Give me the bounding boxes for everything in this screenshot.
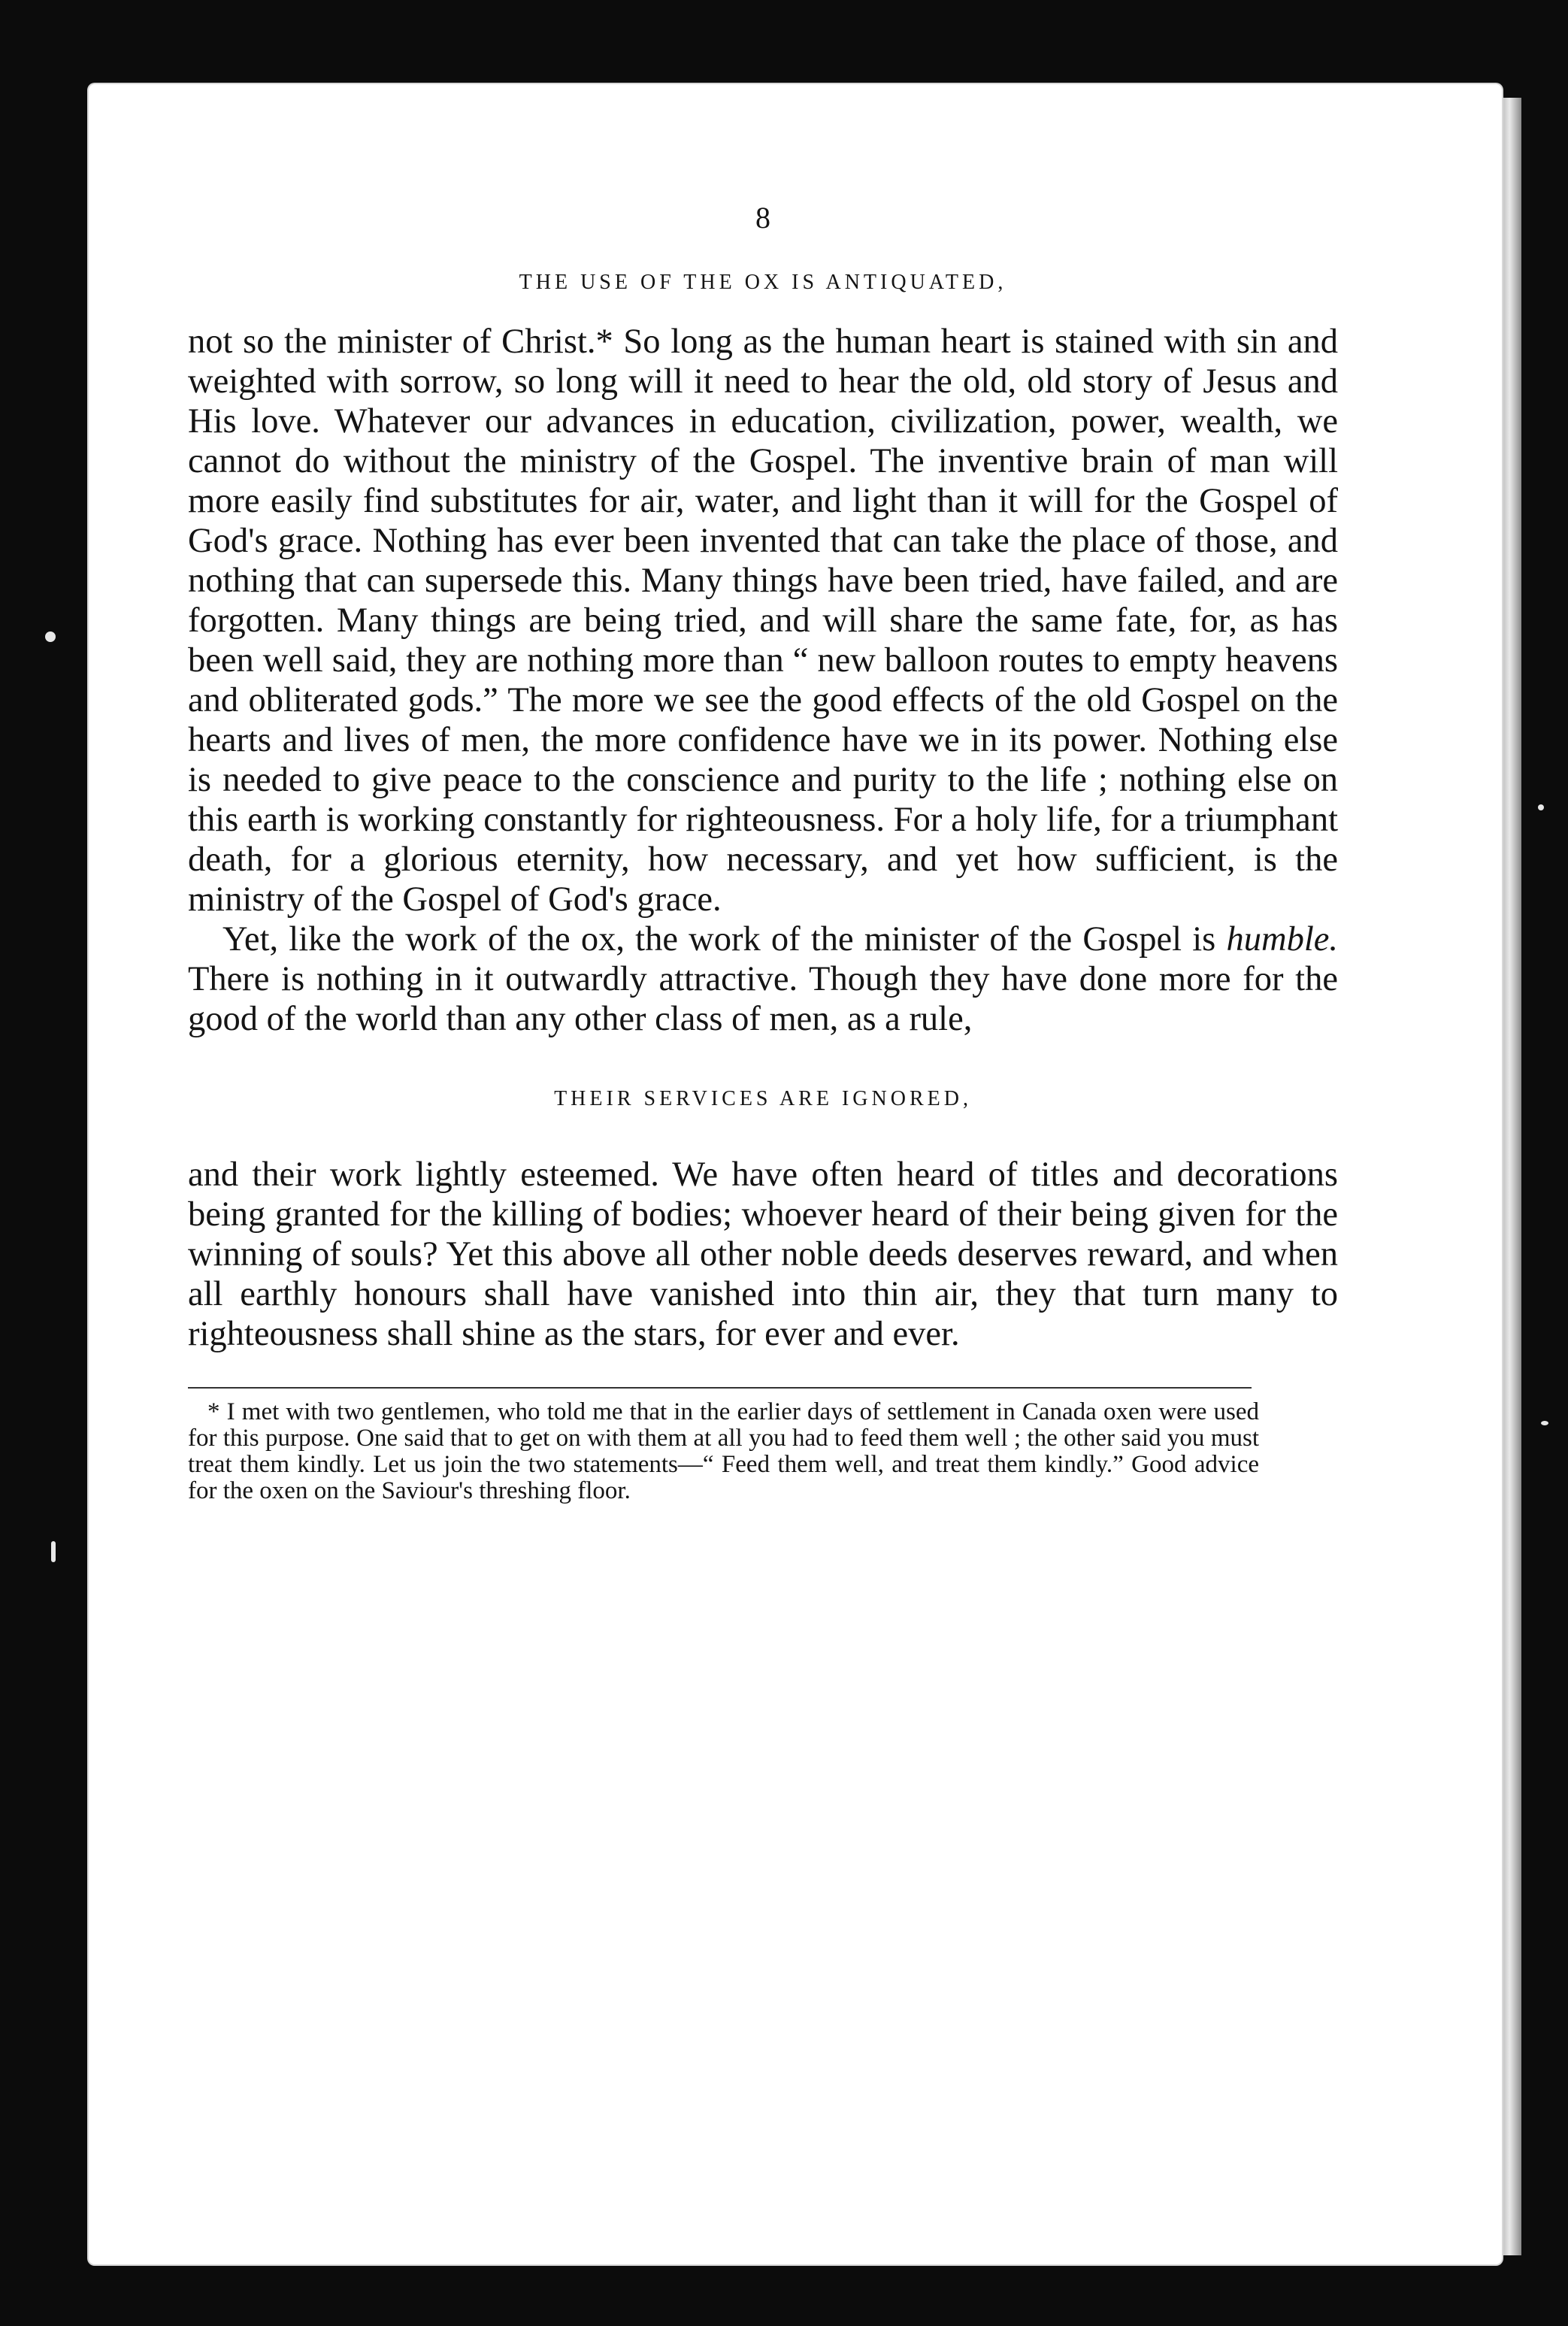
footnote-oxen-canada: * I met with two gentlemen, who told me that in the earlier days of settlement in Canada oxen were used for this purpose. One said that to get on with them at all you had to feed them well ; the other said you must treat them kindly. Let us join the two statements—“ Feed them well, and treat them kindly.” Good advice for the oxen on the Saviour's threshing floor. [188, 1398, 1259, 1504]
page-number: 8 [755, 201, 770, 235]
dust-speck [1538, 804, 1544, 810]
paragraph-humble-text-start: Yet, like the work of the ox, the work of the minister of the Gospel is [222, 920, 1216, 959]
section-heading-services-ignored: THEIR SERVICES ARE IGNORED, [554, 1087, 972, 1110]
paragraph-humble-text-end: There is nothing in it outwardly attractive. Though they have done more for the good of the world than any other class of men, as a rule, [188, 960, 1338, 1038]
dust-speck [51, 1541, 56, 1562]
dust-speck [45, 631, 56, 642]
paragraph-minister-of-christ: not so the minister of Christ.* So long as the human heart is stained with sin and weighted with sorrow, so long will it need to hear the old, old story of Jesus and His love. Whatever our advances in education, civilization, power, wealth, we cannot do without the ministry of the Gospel. The inventive brain of man will more easily find substitutes for air, water, and light than it will for the Gospel of God's grace. Nothing has ever been invented that can take the place of those, and nothing that can supersede this. Many things have been tried, have failed, and are forgotten. Many things are being tried, and will share the same fate, for, as has been well said, they are nothing more than “ new balloon routes to empty heavens and obliterated gods.” The more we see the good effects of the old Gospel on the hearts and lives of men, the more confidence have we in its power. Nothing else is needed to give peace to the conscience and purity to the life ; nothing else on this earth is working constantly for righteousness. For a holy life, for a triumphant death, for a glorious eternity, how necessary, and yet how sufficient, is the ministry of the Gospel of God's grace. [188, 323, 1338, 919]
italic-humble: humble. [1226, 920, 1338, 959]
page-text-block [188, 203, 1338, 1504]
book-spine-edge [1502, 98, 1521, 2255]
paragraph-humble-work [188, 919, 1338, 1039]
section-heading-antiquated: THE USE OF THE OX IS ANTIQUATED, [519, 271, 1007, 294]
paragraph-lightly-esteemed: and their work lightly esteemed. We have often heard of titles and decorations being granted for the killing of bodies; whoever heard of their being given for the winning of souls? Yet this above all other noble deeds deserves reward, and when all earthly honours shall have vanished into thin air, they that turn many to righteousness shall shine as the stars, for ever and ever. [188, 1155, 1338, 1353]
footnote-divider [188, 1387, 1252, 1389]
dust-speck [1541, 1421, 1548, 1425]
